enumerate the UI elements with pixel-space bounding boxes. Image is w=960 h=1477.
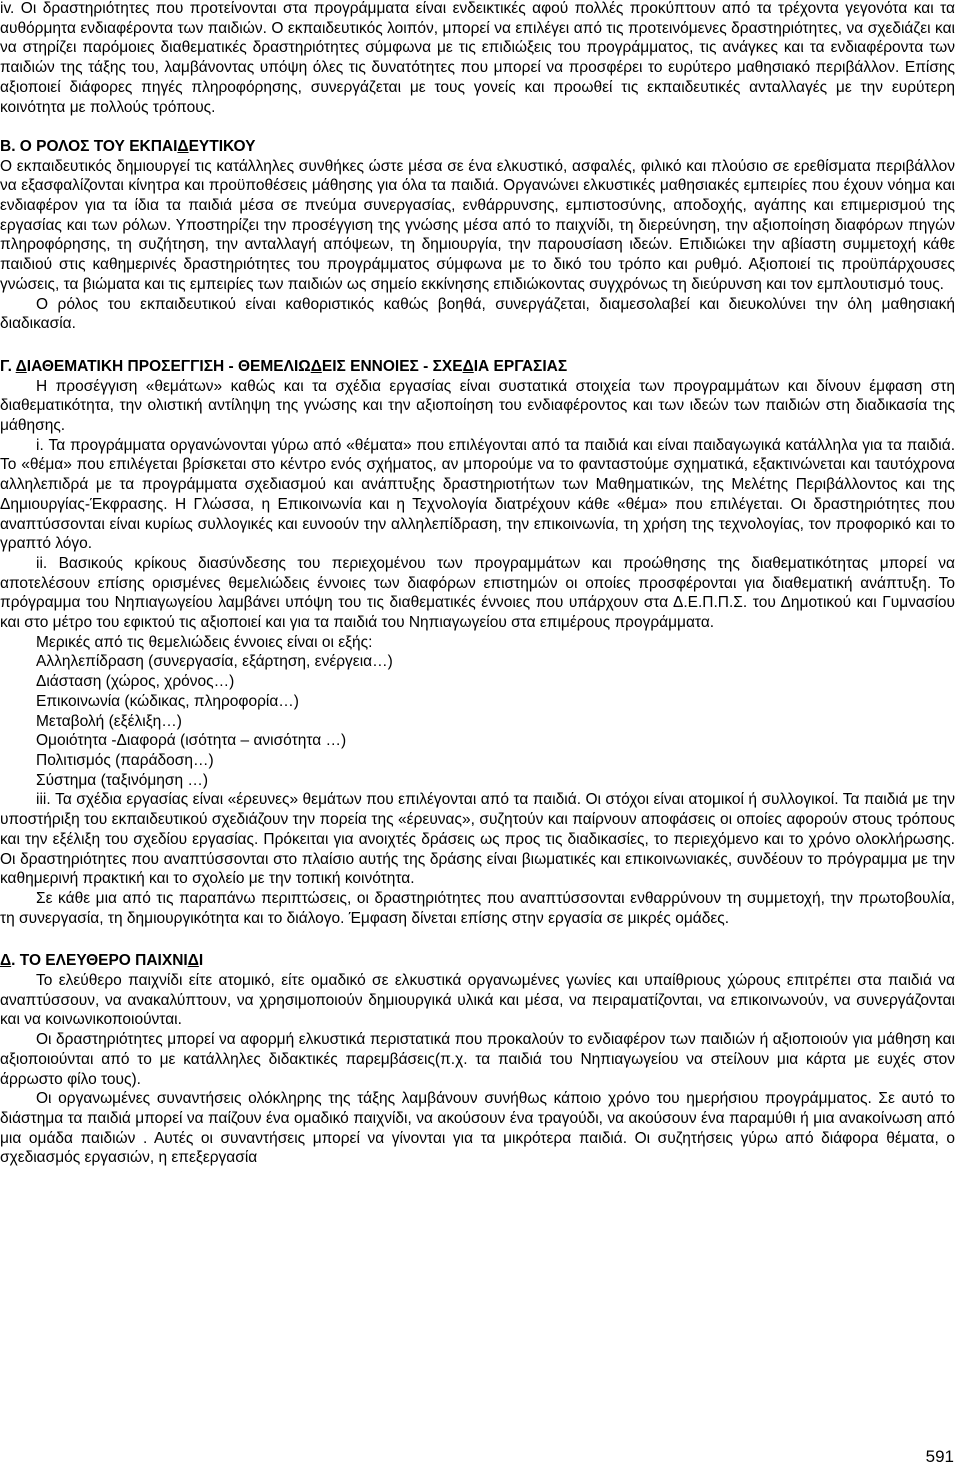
paragraph-c-1: Η προσέγγιση «θεμάτων» καθώς και τα σχέδια εργασίας είναι συστατικά στοιχεία των προγραμμάτων και δίνουν έμφαση στη διαθεματικότητα, την ολιστική αντίληψη της γνώσης και την αξιοποίηση του ενδιαφέροντος και των ιδεών των παιδιών στη διαδικασία της μάθησης. xyxy=(0,377,955,435)
paragraph-b-1: Ο εκπαιδευτικός δημιουργεί τις κατάλληλες συνθήκες ώστε μέσα σε ένα ελκυστικό, ασφαλές, φιλικό και πλούσιο σε ερεθίσματα περιβάλλον να εξασφαλίζονται κίνητρα και προϋποθέσεις μάθησης για όλα τα παιδιά. Οργανώνει ελκυστικές μαθησιακές εμπειρίες που έχουν νόημα και ενδιαφέρον για τα ίδια τα παιδιά μέσα σε πνεύμα συνεργασίας, ενθάρρυνσης, εμπιστοσύνης, αποδοχής, αγάπης και επιμερισμού της εργασίας και των ρόλων. Υποστηρίζει την προσέγγιση της γνώσης μέσα από το παιχνίδι, τη διερεύνηση, την αξιοποίηση διαφόρων πηγών πληροφόρησης, τη συζήτηση, την ανταλλαγή απόψεων, τη δημιουργία, την παρουσίαση ιδεών. Επιδιώκει την αβίαστη συμμετοχή κάθε παιδιού στις καθημερινές δραστηριότητες του προγράμματος σύμφωνα με το δικό του τρόπο και ρυθμό. Αξιοποιεί τις προϋπάρχουσες γνώσεις, τα βιώματα και τις εμπειρίες των παιδιών ως σημείο εκκίνησης επιδιώκοντας συγχρόνως τη διεύρυνση και τον εμπλουτισμό τους. xyxy=(0,157,955,293)
concept-item: Επικοινωνία (κώδικας, πληροφορία…) xyxy=(36,692,299,710)
concept-item: Αλληλεπίδραση (συνεργασία, εξάρτηση, ενέργεια…) xyxy=(36,653,393,671)
concept-item: Σύστημα (ταξινόμηση …) xyxy=(36,771,209,789)
heading-c-mid-1: ΙΑΘΕΜΑΤΙΚΗ ΠΡΟΣΕΓΓΙΣΗ - ΘΕΜΕΛΙΩ xyxy=(26,357,311,375)
heading-b-underlined: Δ xyxy=(177,137,189,155)
paragraph-c-ii: ii. Βασικούς κρίκους διασύνδεσης του περιεχομένου των προγραμμάτων και προώθησης της διαθεματικότητας μπορεί να αποτελέσουν επίσης ορισμένες θεμελιώδεις έννοιες των διαφόρων επιστημών οι οποίες προσφέρονται για διαθεματική ανάπτυξη. Το πρόγραμμα του Νηπιαγωγείου λαμβάνει υπόψη του τις διαθεματικές έννοιες που υπάρχουν στα Δ.Ε.Π.Π.Σ. του Δημοτικού και Γυμνασίου και στο μέτρο του εφικτού τις αξιοποιεί και για τα παιδιά του Νηπιαγωγείου στα επιμέρους προγράμματα. xyxy=(0,554,955,632)
heading-b-prefix: Β. Ο ΡΟΛΟΣ ΤΟΥ ΕΚΠΑΙ xyxy=(0,137,178,155)
paragraph-c-iii: iii. Τα σχέδια εργασίας είναι «έρευνες» θεμάτων που επιλέγονται από τα παιδιά. Οι στόχοι είναι ατομικοί ή συλλογικοί. Τα παιδιά με την υποστήριξη του εκπαιδευτικού σχεδιάζουν την πορεία της «έρευνας», συζητούν και παίρνουν αποφάσεις οι οποίες αφορούν στους τρόπους και την εξέλιξη του σχεδίου εργασίας. Πρόκειται για ανοιχτές δράσεις ως προς τις διαδικασίες, το περιεχόμενο και το χρόνο ολοκλήρωσης. Οι δραστηριότητες που αναπτύσσονται στο πλαίσιο αυτής της δράσης είναι βιωματικές και επικοινωνιακές, συνδέουν το πρόγραμμα με την καθημερινή πρακτική και το σχολείο με την τοπική κοινότητα. xyxy=(0,791,955,888)
heading-c-underlined-1: Δ xyxy=(15,357,27,375)
concepts-intro: Μερικές από τις θεμελιώδεις έννοιες είναι οι εξής: xyxy=(36,633,373,651)
heading-c-suffix: ΙΑ ΕΡΓΑΣΙΑΣ xyxy=(473,357,568,375)
heading-c-underlined-2: Δ xyxy=(310,357,322,375)
paragraph-b-2: Ο ρόλος του εκπαιδευτικού είναι καθοριστικός καθώς βοηθά, συνεργάζεται, διαμεσολαβεί και διευκολύνει την όλη μαθησιακή διαδικασία. xyxy=(0,295,955,333)
paragraph-d-3: Οι οργανωμένες συναντήσεις ολόκληρης της τάξης λαμβάνουν συνήθως κάποιο χρόνο του ημερήσιου προγράμματος. Σε αυτό το διάστημα τα παιδιά μπορεί να παίζουν ένα ομαδικό παιχνίδι, να ακούσουν ένα τραγούδι, να ακούσουν ένα παραμύθι ή μια ανακοίνωση από μια ομάδα παιδιών . Αυτές οι συναντήσεις μπορεί να γίνονται για τα μικρότερα παιδιά. Οι συζητήσεις γύρω από διάφορα θέματα, ο σχεδιασμός εργασιών, η επεξεργασία xyxy=(0,1090,955,1167)
heading-c-prefix: Γ. xyxy=(0,357,16,375)
paragraph-iv: iv. Οι δραστηριότητες που προτείνονται στα προγράμματα είναι ενδεικτικές αφού πολλές προκύπτουν από τα τρέχοντα γεγονότα και τα αυθόρμητα ενδιαφέροντα των παιδιών. Ο εκπαιδευτικός λοιπόν, μπορεί να επιλέγει από τις προτεινόμενες δραστηριότητες, να σχεδιάζει και να στηρίζει παρόμοιες διαθεματικές δραστηριότητες σύμφωνα με τις επιδιώξεις του προγράμματος, τις ανάγκες και τα ενδιαφέροντα των παιδιών της τάξης του, λαμβάνοντας υπόψη όλες τις δυνατότητες που μπορεί να προσφέρει το ευρύτερο μαθησιακό περιβάλλον. Επίσης αξιοποιεί διάφορες πηγές πληροφόρησης, συνεργάζεται με τους γονείς και προωθεί τις εκπαιδευτικές ανταλλαγές με την ευρύτερη κοινότητα με πολλούς τρόπους. xyxy=(0,0,955,116)
heading-section-c xyxy=(0,357,955,377)
heading-section-d xyxy=(0,951,955,971)
paragraph-c-i: i. Τα προγράμματα οργανώνονται γύρω από «θέματα» που επιλέγονται από τα παιδιά και είναι παιδαγωγικά κατάλληλα για τα παιδιά. Το «θέμα» που επιλέγεται βρίσκεται στο κέντρο ενός σχήματος, αν μπορούμε να το φανταστούμε σχηματικά, εξακτινώνεται και ταυτόχρονα αλληλεπιδρά με τα προγράμματα σχεδιασμού και ανάπτυξης δραστηριοτήτων των Μαθηματικών, της Μελέτης Περιβάλλοντος και της Δημιουργίας-Έκφρασης. Η Γλώσσα, η Επικοινωνία και η Τεχνολογία διατρέχουν κάθε «θέμα» που επιλέγεται. Οι δραστηριότητες που αναπτύσσονται είναι κυρίως συλλογικές και ευνοούν την αλληλεπίδραση, την επικοινωνία, τη χρήση της τεχνολογίας, τον προφορικό και το γραπτό λόγο. xyxy=(0,436,955,553)
paragraph-d-1: Το ελεύθερο παιχνίδι είτε ατομικό, είτε ομαδικό σε ελκυστικά οργανωμένες γωνίες και υπαίθριους χώρους επιτρέπει στα παιδιά να αναπτύσσουν, να ανακαλύπτουν, να χρησιμοποιούν δημιουργικά υλικά και μέσα, να πειραματίζονται, να επικοινωνούν, να συνεργάζονται και να κοινωνικοποιούνται. xyxy=(0,972,955,1029)
page-number: 591 xyxy=(925,1447,954,1466)
concept-item: Μεταβολή (εξέλιξη…) xyxy=(36,712,182,730)
heading-d-mid: . ΤΟ ΕΛΕΥΘΕΡΟ ΠΑΙΧΝΙ xyxy=(11,952,188,970)
heading-section-b xyxy=(0,137,955,157)
heading-d-underlined-2: Δ xyxy=(187,952,199,970)
paragraph-d-2: Οι δραστηριότητες μπορεί να αφορμή ελκυστικά περιστατικά που προκαλούν το ενδιαφέρον των παιδιών ή αξιοποιούν για μάθηση και αξιοποιούνται από το με κατάλληλες διδακτικές παρεμβάσεις(π.χ. τα παιδιά του Νηπιαγωγείου να στείλουν μια κάρτα με ευχές στον άρρωστο φίλο τους). xyxy=(0,1031,955,1088)
paragraph-c-end: Σε κάθε μια από τις παραπάνω περιπτώσεις, οι δραστηριότητες που αναπτύσσονται ενθαρρύνουν τη συμμετοχή, την πρωτοβουλία, τη συνεργασία, τη δημιουργικότητα και το διάλογο. Έμφαση δίνεται επίσης στην εργασία σε μικρές ομάδες. xyxy=(0,889,955,927)
concept-item: Ομοιότητα -Διαφορά (ισότητα – ανισότητα …) xyxy=(36,732,347,750)
heading-d-suffix: Ι xyxy=(198,952,204,970)
concept-item: Διάσταση (χώρος, χρόνος…) xyxy=(36,673,235,691)
heading-c-underlined-3: Δ xyxy=(462,357,474,375)
heading-c-mid-2: ΕΙΣ ΕΝΝΟΙΕΣ - ΣΧΕ xyxy=(321,357,463,375)
heading-b-suffix: ΕΥΤΙΚΟΥ xyxy=(188,137,256,155)
concept-item: Πολιτισμός (παράδοση…) xyxy=(36,752,214,769)
heading-d-underlined-1: Δ xyxy=(0,952,12,970)
